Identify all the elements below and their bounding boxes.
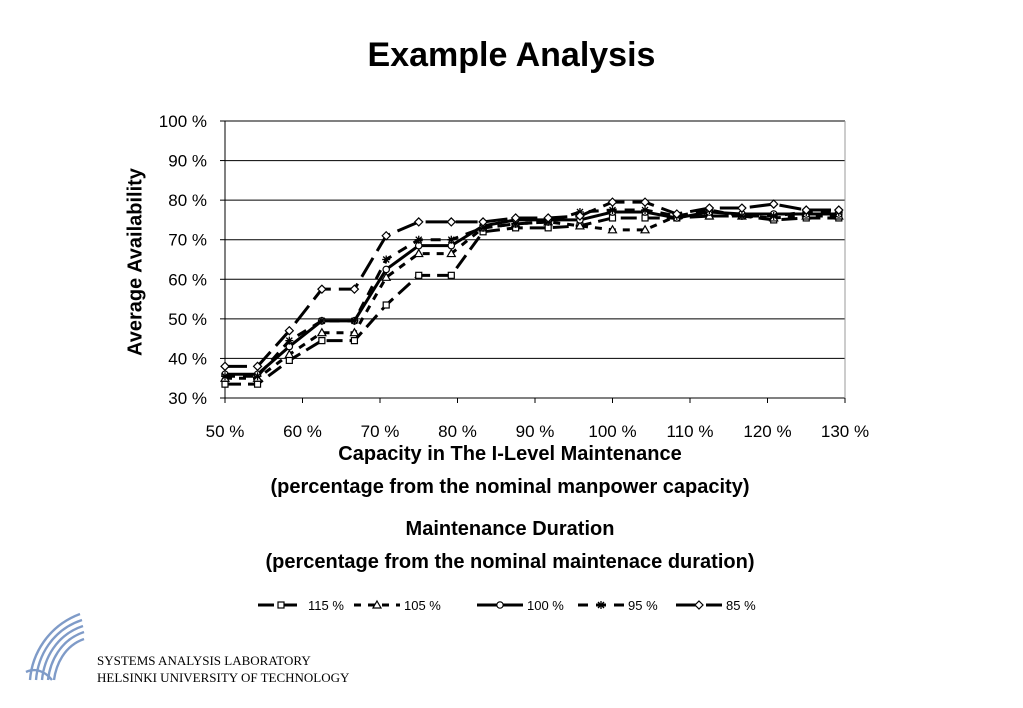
data-point: [641, 198, 649, 206]
data-point: [255, 381, 261, 387]
y-tick-label: 70 %: [168, 230, 207, 250]
data-point: [770, 212, 778, 220]
x-tick-label: 80 %: [438, 422, 477, 441]
legend-item: [477, 598, 564, 613]
y-axis-label: Average Availability: [124, 168, 147, 356]
data-point: [383, 266, 389, 272]
legend: [0, 593, 1023, 619]
legend-label: 85 %: [726, 598, 756, 613]
legend-label: 95 %: [628, 598, 658, 613]
data-point: [738, 212, 746, 220]
data-point: [351, 338, 357, 344]
data-point: [447, 236, 455, 244]
x-axis-label-line1: Capacity in The I-Level Maintenance: [338, 443, 682, 465]
legend-item: [258, 598, 344, 613]
legend-marker: [597, 601, 605, 609]
data-point: [350, 317, 358, 325]
data-point: [641, 206, 649, 214]
x-axis-label: [80, 438, 940, 504]
legend-label: 100 %: [527, 598, 564, 613]
y-tick-label: 30 %: [168, 389, 207, 408]
legend-marker: [278, 602, 284, 608]
grid-lines: [225, 121, 845, 398]
data-point: [415, 250, 423, 257]
data-point: [254, 372, 262, 380]
series-95: [221, 206, 843, 380]
x-tick-label: 60 %: [283, 422, 322, 441]
legend-marker: [695, 601, 703, 609]
legend-item: [354, 598, 441, 613]
data-point: [318, 317, 326, 325]
x-axis-label-line2: (percentage from the nominal manpower capacity): [270, 476, 750, 498]
y-tick-label: 40 %: [168, 349, 207, 369]
x-tick-label: 110 %: [666, 422, 714, 441]
data-point: [738, 204, 746, 212]
x-tick-label: 120 %: [743, 422, 792, 441]
organization-line2: HELSINKI UNIVERSITY OF TECHNOLOGY: [97, 670, 350, 685]
data-point: [610, 215, 616, 221]
data-point: [770, 200, 778, 208]
data-point: [221, 362, 229, 370]
y-tick-label: 80 %: [168, 191, 207, 211]
data-point: [415, 236, 423, 244]
data-point: [416, 272, 422, 278]
y-tick-label: 100 %: [158, 112, 207, 131]
data-point: [448, 272, 454, 278]
y-tick-label: 60 %: [168, 270, 207, 290]
legend-marker: [497, 602, 503, 608]
data-point: [642, 215, 648, 221]
data-point: [285, 337, 293, 345]
x-tick-label: 70 %: [360, 422, 400, 441]
legend-title-line1: Maintenance Duration: [405, 518, 615, 540]
legend-item: [578, 598, 658, 613]
data-point: [609, 206, 617, 214]
x-tick-label: 90 %: [515, 422, 555, 441]
data-point: [319, 338, 325, 344]
axes: [220, 121, 845, 403]
legend-label: 105 %: [404, 598, 441, 613]
page-title: Example Analysis: [367, 36, 656, 74]
legend-item: [676, 598, 756, 613]
y-tick-labels: [159, 112, 207, 408]
x-tick-label: 130 %: [820, 422, 870, 441]
data-point: [382, 256, 390, 264]
legend-label: 115 %: [308, 598, 344, 613]
data-point: [383, 302, 389, 308]
x-tick-label: 50 %: [205, 422, 245, 441]
data-point: [447, 218, 455, 226]
data-point: [221, 372, 229, 380]
organization-name: [97, 652, 349, 686]
university-logo-icon: [22, 610, 86, 684]
x-tick-label: 100 %: [588, 422, 637, 441]
organization-line1: SYSTEMS ANALYSIS LABORATORY: [97, 653, 311, 668]
data-point: [286, 357, 292, 363]
series-100: [222, 209, 842, 378]
y-tick-label: 90 %: [168, 151, 207, 171]
legend-title-line2: (percentage from the nominal maintenace duration): [265, 551, 755, 573]
legend-title: [60, 513, 960, 579]
data-point: [222, 381, 228, 387]
y-tick-label: 50 %: [168, 309, 207, 329]
